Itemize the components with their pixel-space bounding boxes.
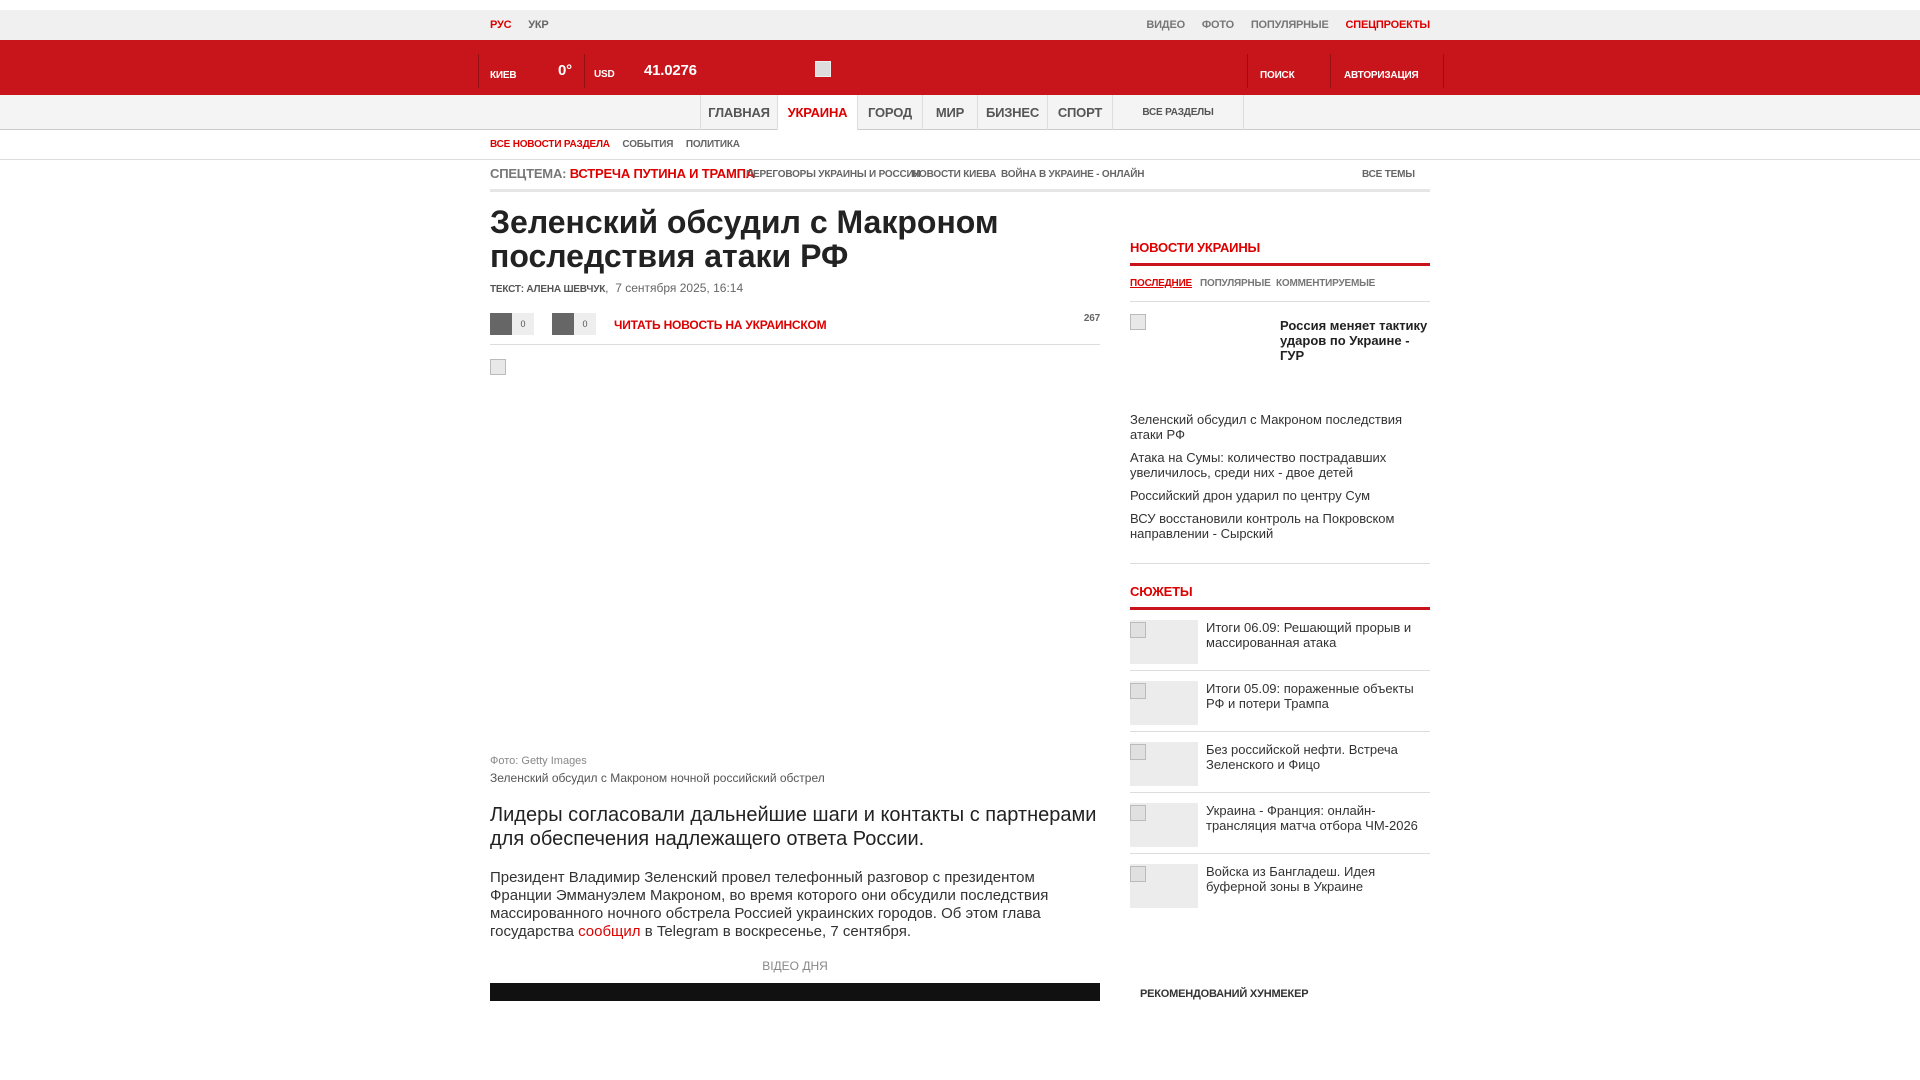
lang-ru-link[interactable]: РУС: [490, 19, 512, 31]
article-photo: [490, 355, 1100, 755]
story-title[interactable]: Итоги 06.09: Решающий прорыв и массированная атака: [1206, 620, 1412, 650]
header-divider: [1443, 54, 1444, 88]
nav-all-sections[interactable]: ВСЕ РАЗДЕЛЫ: [1112, 95, 1244, 130]
story-thumbnail: [1130, 681, 1198, 725]
photo-link[interactable]: ФОТО: [1201, 19, 1234, 31]
tab-commented[interactable]: КОММЕНТИРУЕМЫЕ: [1276, 278, 1376, 289]
recommended-heading: РЕКОМЕНДОВАНИЙ ХУНМЕКЕР: [1140, 988, 1309, 1000]
photo-caption: Зеленский обсудил с Макроном ночной российский обстрел: [490, 771, 825, 785]
language-switch: [490, 19, 563, 31]
news-link[interactable]: Атака на Сумы: количество пострадавших увеличилось, среди них - двое детей: [1130, 450, 1387, 480]
theme-link[interactable]: ВОЙНА В УКРАИНЕ - ОНЛАЙН: [1001, 169, 1145, 180]
news-tabs: [1130, 266, 1430, 302]
story-title[interactable]: Украина - Франция: онлайн-трансляция матча отбора ЧМ-2026: [1206, 803, 1418, 833]
header-divider: [1247, 54, 1248, 88]
story-thumbnail: [1130, 742, 1198, 786]
theme-link[interactable]: НОВОСТИ КИЕВА: [912, 169, 997, 180]
read-in-ukrainian-link[interactable]: ЧИТАТЬ НОВОСТЬ НА УКРАИНСКОМ: [614, 318, 827, 332]
top-links: [1132, 19, 1430, 31]
video-link[interactable]: ВИДЕО: [1146, 19, 1185, 31]
header-divider: [478, 54, 479, 88]
story-item[interactable]: [1130, 610, 1430, 671]
broken-image-icon: [1130, 622, 1146, 638]
nav-item-ukraine[interactable]: УКРАИНА: [777, 95, 857, 130]
ukraine-news-heading[interactable]: НОВОСТИ УКРАИНЫ: [1130, 240, 1430, 266]
currency-rate: 41.0276: [644, 62, 697, 79]
top-news-title[interactable]: Россия меняет тактику ударов по Украине - ГУР: [1280, 318, 1428, 363]
story-title[interactable]: Войска из Бангладеш. Идея буферной зоны в Украине: [1206, 864, 1376, 894]
views-count: 267: [1083, 313, 1100, 324]
tab-latest[interactable]: ПОСЛЕДНИЕ: [1130, 278, 1193, 289]
header-bar: [0, 40, 1920, 95]
story-title[interactable]: Без российской нефти. Встреча Зеленского и Фицо: [1206, 742, 1398, 772]
weather-city[interactable]: КИЕВ: [490, 70, 517, 81]
article-meta: ТЕКСТ: АЛЕНА ШЕВЧУК, 7 сентября 2025, 16:14: [490, 281, 744, 295]
story-item[interactable]: [1130, 732, 1430, 793]
share-count: 0: [512, 313, 534, 335]
broken-image-icon: [490, 359, 506, 375]
article: [490, 205, 1100, 1001]
site-logo[interactable]: [815, 61, 831, 77]
header-divider: [1330, 54, 1331, 88]
story-title[interactable]: Итоги 05.09: пораженные объекты РФ и потери Трампа: [1206, 681, 1414, 711]
top-news-item[interactable]: [1130, 302, 1430, 412]
popular-link[interactable]: ПОПУЛЯРНЫЕ: [1250, 19, 1329, 31]
news-link[interactable]: Зеленский обсудил с Макроном последствия атаки РФ: [1130, 412, 1403, 442]
subnav-politics[interactable]: ПОЛИТИКА: [685, 139, 740, 150]
story-item[interactable]: [1130, 793, 1430, 854]
story-item[interactable]: [1130, 671, 1430, 732]
news-list: [1130, 412, 1430, 564]
article-toolbar: [490, 305, 1100, 345]
currency-code[interactable]: USD: [594, 69, 615, 80]
nav-item-sport[interactable]: СПОРТ: [1047, 95, 1112, 130]
nav-item-main[interactable]: ГЛАВНАЯ: [700, 95, 777, 130]
subnav-events[interactable]: СОБЫТИЯ: [622, 139, 674, 150]
broken-image-icon: [1130, 314, 1146, 330]
story-item[interactable]: [1130, 854, 1430, 915]
article-body: Президент Владимир Зеленский провел телефонный разговор с президентом Франции Эммануэлем Макроном, во время которого они обсудили последствия массированного ночного обстрела Россией украинских городов. Об этом глава государства сообщил в Telegram в воскресенье, 7 сентября.: [490, 869, 1049, 940]
subnav-all-news[interactable]: ВСЕ НОВОСТИ РАЗДЕЛА: [490, 139, 610, 150]
special-theme-label: СПЕЦТЕМА: ВСТРЕЧА ПУТИНА И ТРАМПА: [490, 166, 755, 181]
nav-item-business[interactable]: БИЗНЕС: [977, 95, 1047, 130]
article-date: 7 сентября 2025, 16:14: [615, 281, 744, 295]
main-nav: [0, 95, 1920, 130]
lang-ua-link[interactable]: УКР: [528, 19, 549, 31]
news-link[interactable]: Российский дрон ударил по центру Сум: [1130, 488, 1371, 503]
news-link[interactable]: ВСУ восстановили контроль на Покровском направлении - Сырский: [1130, 511, 1395, 541]
login-button[interactable]: АВТОРИЗАЦИЯ: [1344, 70, 1419, 81]
nav-item-world[interactable]: МИР: [922, 95, 977, 130]
search-button[interactable]: ПОИСК: [1260, 70, 1295, 81]
stories-heading[interactable]: СЮЖЕТЫ: [1130, 584, 1430, 610]
share-count: 0: [574, 313, 596, 335]
nav-item-city[interactable]: ГОРОД: [857, 95, 922, 130]
twitter-share-icon[interactable]: [552, 313, 574, 335]
special-projects-link[interactable]: СПЕЦПРОЕКТЫ: [1345, 19, 1430, 31]
weather-temperature: 0°: [558, 62, 572, 79]
theme-link[interactable]: ПЕРЕГОВОРЫ УКРАИНЫ И РОССИИ: [746, 169, 921, 180]
section-subnav: [0, 130, 1920, 160]
broken-image-icon: [1130, 744, 1146, 760]
source-link[interactable]: сообщил: [578, 923, 641, 940]
header-divider: [584, 54, 585, 88]
article-lead: Лидеры согласовали дальнейшие шаги и контакты с партнерами для обеспечения надлежащего ответа России.: [490, 804, 1097, 850]
article-title: Зеленский обсудил с Макроном последствия атаки РФ: [490, 204, 999, 274]
story-thumbnail: [1130, 803, 1198, 847]
facebook-share-icon[interactable]: [490, 313, 512, 335]
broken-image-icon: [1130, 683, 1146, 699]
special-theme-link[interactable]: ВСТРЕЧА ПУТИНА И ТРАМПА: [569, 166, 755, 181]
story-thumbnail: [1130, 864, 1198, 908]
article-author[interactable]: ТЕКСТ: АЛЕНА ШЕВЧУК: [490, 284, 606, 295]
top-bar: [0, 10, 1920, 40]
broken-image-icon: [1130, 866, 1146, 882]
story-thumbnail: [1130, 620, 1198, 664]
broken-image-icon: [1130, 805, 1146, 821]
video-of-day-label: ВІДЕО ДНЯ: [762, 959, 828, 973]
sidebar: [1130, 240, 1430, 915]
special-themes-bar: [490, 160, 1430, 192]
tab-popular[interactable]: ПОПУЛЯРНЫЕ: [1200, 278, 1271, 289]
all-themes-link[interactable]: ВСЕ ТЕМЫ: [1362, 169, 1415, 180]
photo-credit: Фото: Getty Images: [490, 755, 587, 767]
video-player[interactable]: [490, 983, 1100, 1001]
